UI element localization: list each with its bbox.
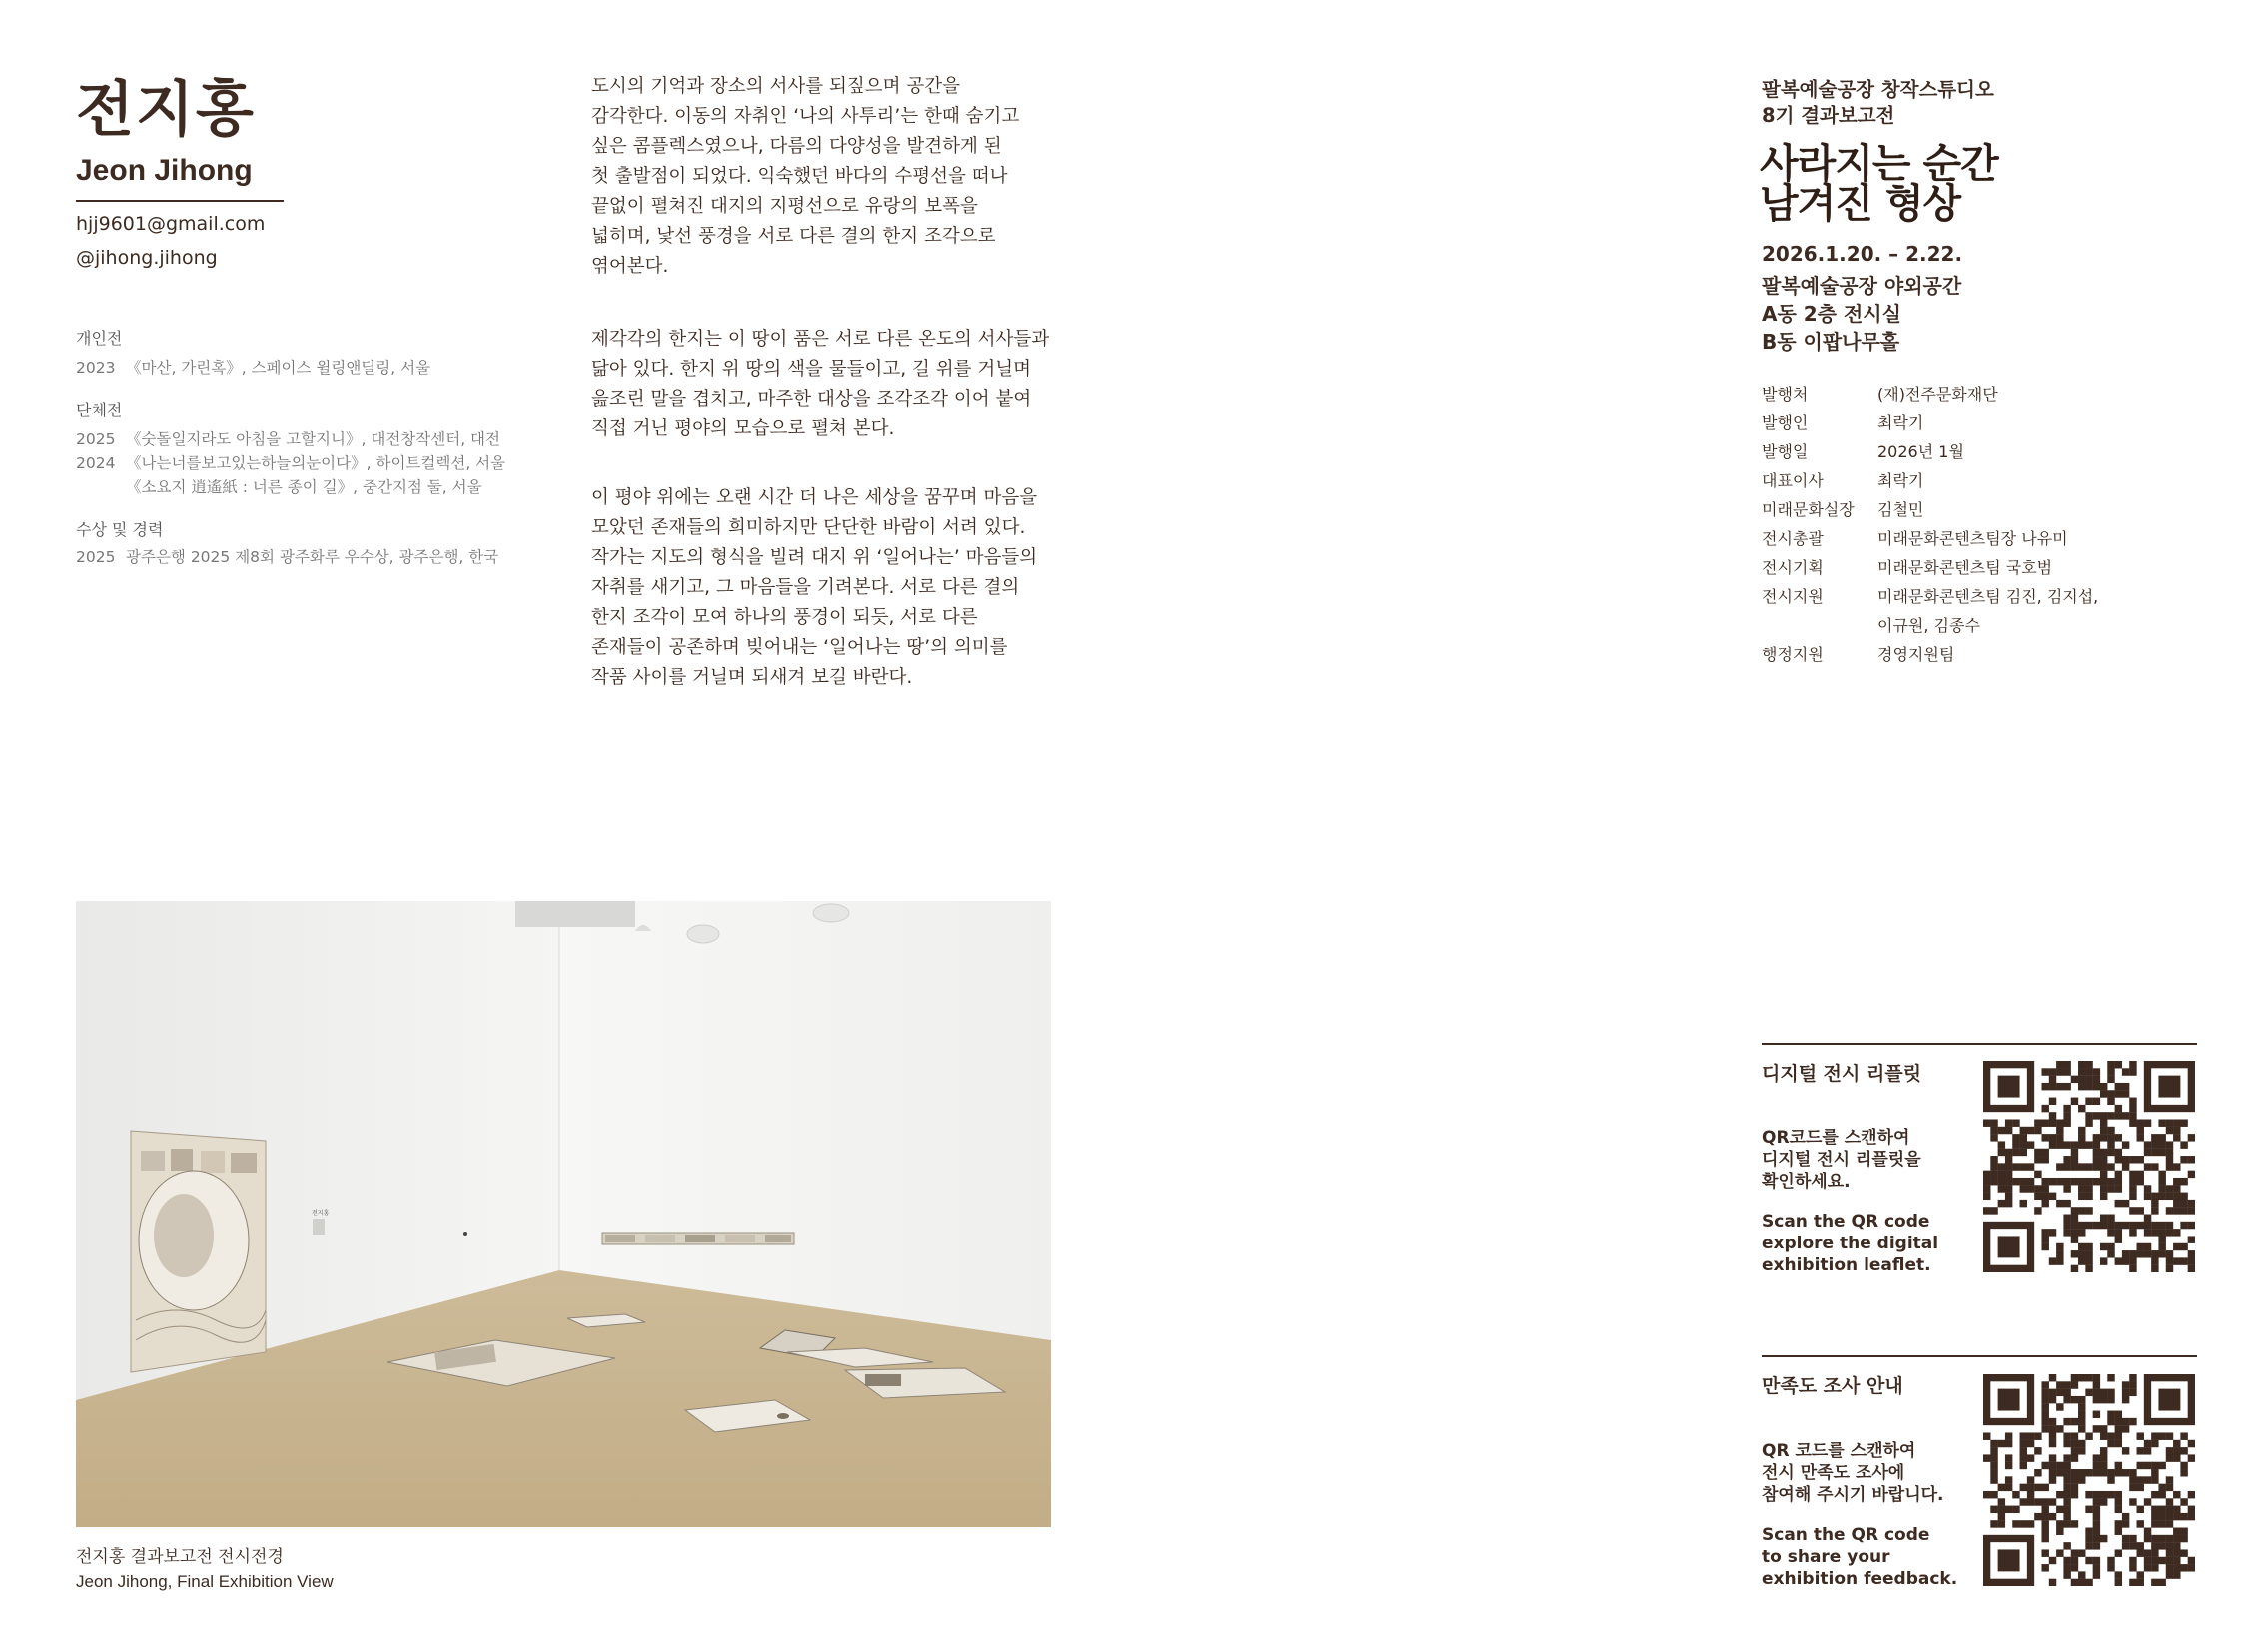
statement-line: 존재들이 공존하며 빚어내는 ‘일어나는 땅’의 의미를 [591,637,1008,658]
cv-group-item [76,427,500,452]
right-wall [559,901,1051,1340]
qr-text-line: Scan the QR code [1762,1212,1930,1232]
credit-value: 미래문화콘텐츠팀 국호범 [1877,558,2053,577]
credits-list [1762,380,2191,669]
credit-value: 경영지원팀 [1877,645,1955,664]
credit-key: 발행일 [1762,442,1809,461]
credit-row [1762,524,2191,553]
statement-line: 끝없이 펼쳐진 대지의 지평선으로 유랑의 보폭을 [591,196,978,217]
qr-survey-text-ko [1762,1440,1991,1506]
statement-line: 넓히며, 낯선 풍경을 서로 다른 결의 한지 조각으로 [591,226,996,247]
photo-caption-english: Jeon Jihong, Final Exhibition View [76,1572,334,1591]
qr-leaflet-text-en [1762,1211,1991,1276]
credit-row [1762,466,2191,495]
qr-text-line: explore the digital [1762,1234,1939,1253]
statement-line: 작품 사이를 거닐며 되새겨 보길 바란다. [591,667,913,688]
cv-group-item [76,475,482,500]
credit-key: 행정지원 [1762,645,1824,664]
cv-text: 《숫돌일지라도 아침을 고할지니》, 대전창작센터, 대전 [126,430,500,448]
cv-group-heading: 단체전 [76,401,123,419]
cv-year: 2023 [76,359,116,377]
credit-key: 대표이사 [1762,471,1824,490]
credit-value: 최락기 [1877,413,1924,432]
credit-row [1762,409,2191,437]
credit-value: 2026년 1월 [1877,442,1964,461]
credit-row [1762,640,2191,669]
artist-instagram-link[interactable]: @jihong.jihong [76,247,218,269]
ceiling-vent [515,901,635,927]
credit-key: 발행인 [1762,413,1809,432]
cv-text: 광주은행 2025 제8회 광주화루 우수상, 광주은행, 한국 [126,548,499,566]
credit-row [1762,380,2191,409]
credit-row [1762,437,2191,466]
credit-value: 최락기 [1877,471,1924,490]
qr-leaflet-text-ko [1762,1127,1991,1193]
credit-value: (재)전주문화재단 [1877,385,1998,404]
credit-value: 미래문화콘텐츠팀장 나유미 [1877,529,2068,548]
statement-line: 작가는 지도의 형식을 빌려 대지 위 ‘일어나는’ 마음들의 [591,547,1038,568]
qr-text-line: Scan the QR code [1762,1525,1930,1545]
name-divider [76,200,284,202]
qr-code-leaflet[interactable] [1983,1061,2195,1272]
qr-text-line: QR코드를 스캔하여 [1762,1128,1910,1148]
qr-text-line: 확인하세요. [1762,1172,1851,1192]
venue-line-1: 팔복예술공장 야외공간 [1762,274,1962,298]
qr-text-line: 전시 만족도 조사에 [1762,1463,1905,1483]
statement-line: 이 평야 위에는 오랜 시간 더 나은 세상을 꿈꾸며 마음을 [591,487,1038,508]
qr-leaflet-heading: 디지털 전시 리플릿 [1762,1063,1922,1085]
credit-key: 미래문화실장 [1762,500,1855,519]
statement-line: 읊조린 말을 겹치고, 마주한 대상을 조각조각 이어 붙여 [591,389,1032,410]
statement-line: 제각각의 한지는 이 땅이 품은 서로 다른 온도의 서사들과 [591,329,1050,350]
credit-row [1762,582,2191,640]
exhibition-photo [76,901,1051,1527]
credit-row [1762,553,2191,582]
exhibition-date: 2026.1.20. – 2.22. [1762,242,1963,266]
credit-value: 김철민 [1877,500,1924,519]
statement-paragraph-3 [591,483,1071,693]
statement-line: 한지 조각이 모여 하나의 풍경이 되듯, 서로 다른 [591,607,978,628]
wall-artwork-strip [602,1233,794,1244]
wall-artwork-map [131,1131,266,1372]
statement-line: 감각한다. 이동의 자취인 ‘나의 사투리’는 한때 숨기고 [591,106,1020,127]
credit-row [1762,495,2191,524]
exhibition-title-line-2: 남겨진 형상 [1760,181,1961,227]
qr-text-line: exhibition feedback. [1762,1569,1958,1589]
qr-leaflet-divider [1762,1043,2197,1045]
statement-line: 직접 거닌 평야의 모습으로 펼쳐 본다. [591,418,895,439]
credit-key: 전시총괄 [1762,529,1824,548]
qr-text-line: 참여해 주시기 바랍니다. [1762,1485,1944,1505]
credit-value-cont: 이규원, 김종수 [1877,616,1980,635]
qr-text-line: exhibition leaflet. [1762,1255,1931,1275]
qr-survey-divider [1762,1355,2197,1357]
credit-key: 전시기획 [1762,558,1824,577]
cv-award-item [76,545,498,570]
cv-text: 《나는너를보고있는하늘의눈이다》, 하이트컬렉션, 서울 [126,454,506,472]
cv-award-heading: 수상 및 경력 [76,520,164,539]
credit-key: 발행처 [1762,385,1809,404]
statement-line: 자취를 새기고, 그 마음들을 기려본다. 서로 다른 결의 [591,577,1020,598]
pendant-lamp [813,904,849,922]
qr-text-line: QR 코드를 스캔하여 [1762,1441,1916,1461]
statement-line: 첫 출발점이 되었다. 익숙했던 바다의 수평선을 떠나 [591,166,1008,187]
wall-label [313,1219,325,1235]
cv-text: 《소요지 逍遙紙 : 너른 종이 길》, 중간지점 둘, 서울 [126,478,482,496]
cv-text: 《마산, 가린혹》, 스페이스 윌링앤딜링, 서울 [126,359,431,377]
organizer-line-1: 팔복예술공장 창작스튜디오 [1762,78,1994,101]
artist-name-korean: 전지홍 [76,75,256,145]
statement-line: 엮어본다. [591,256,669,277]
qr-text-line: to share your [1762,1547,1890,1567]
statement-line: 도시의 기억과 장소의 서사를 되짚으며 공간을 [591,76,960,97]
statement-paragraph-2 [591,325,1071,444]
cv-year: 2024 [76,454,116,472]
wall-label-text: 전지홍 [312,1210,330,1217]
statement-line: 모았던 존재들의 희미하지만 단단한 바람이 서려 있다. [591,517,1026,538]
statement-line: 싶은 콤플렉스였으나, 다름의 다양성을 발견하게 된 [591,136,1002,157]
photo-caption-korean: 전지홍 결과보고전 전시전경 [76,1547,284,1567]
statement-paragraph-1 [591,72,1071,282]
credit-value: 미래문화콘텐츠팀 김진, 김지섭, [1877,587,2099,606]
statement-line: 닮아 있다. 한지 위 땅의 색을 물들이고, 길 위를 거닐며 [591,359,1031,380]
artist-name-english: Jeon Jihong [76,154,253,187]
exhibition-title-line-1: 사라지는 순간 [1760,141,1998,187]
credit-key: 전시지원 [1762,587,1824,606]
organizer-line-2: 8기 결과보고전 [1762,104,1895,127]
pendant-lamp [687,925,719,943]
venue-line-3: B동 이팝나무홀 [1762,330,1900,354]
qr-text-line: 디지털 전시 리플릿을 [1762,1150,1921,1170]
cv-group-item [76,451,505,476]
qr-survey-heading: 만족도 조사 안내 [1762,1375,1903,1397]
cv-solo-item [76,356,430,381]
cv-year: 2025 [76,548,116,566]
cv-solo-heading: 개인전 [76,329,123,348]
venue-line-2: A동 2층 전시실 [1762,302,1901,326]
artist-email-link[interactable]: hjj9601@gmail.com [76,213,266,235]
cv-year: 2025 [76,430,116,448]
qr-code-survey[interactable] [1983,1374,2195,1586]
qr-survey-text-en [1762,1524,1991,1590]
